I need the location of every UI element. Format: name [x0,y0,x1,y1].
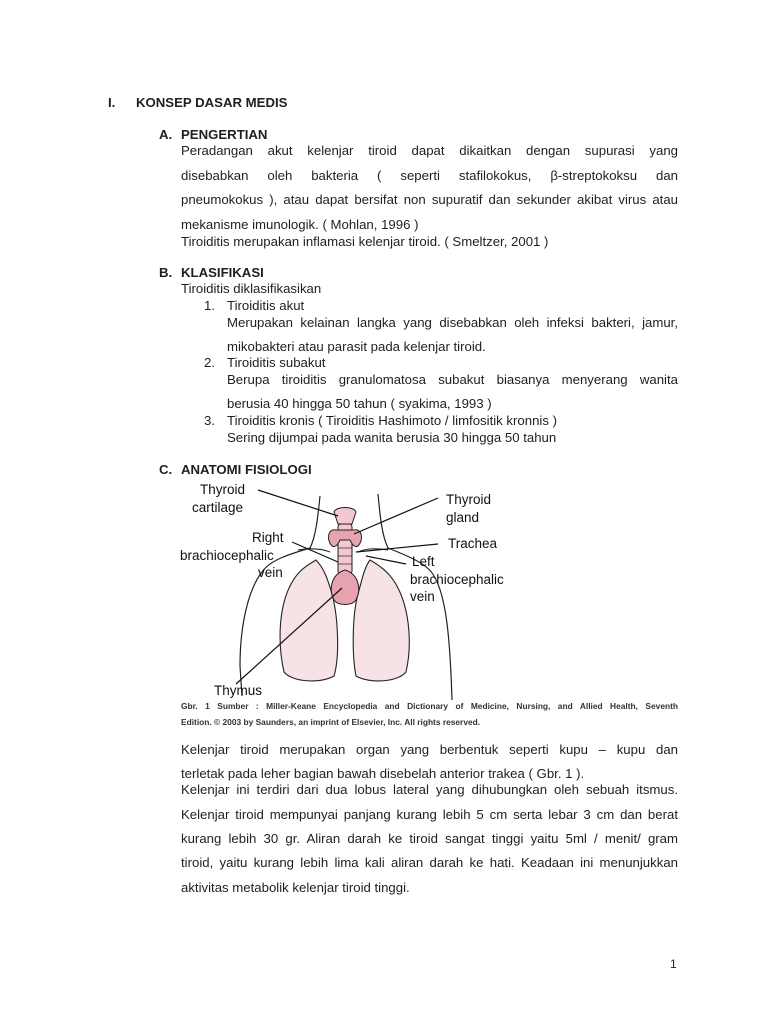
label-trachea: Trachea [448,536,498,551]
pengertian-line-2: disebabkan oleh bakteria ( seperti stafilokokus, β-streptokoksu dan [181,168,678,183]
pengertian-line-1: Peradangan akut kelenjar tiroid dapat dikaitkan dengan supurasi yang [181,143,678,158]
label-thyroid-gland: Thyroid [446,492,492,507]
section-title: KONSEP DASAR MEDIS [136,95,288,110]
subsection-title-pengertian: PENGERTIAN [181,127,268,142]
label-thyroid-cartilage: Thyroid [200,482,246,497]
left-lung [353,560,409,681]
anatomi-paragraph-line: Kelenjar tiroid mempunyai panjang kurang lebih 5 cm serta lebar 3 cm dan berat [181,807,678,822]
label-thyroid-cartilage: cartilage [192,500,244,515]
list-item-line: Sering dijumpai pada wanita berusia 30 hingga 50 tahun [227,430,557,445]
subsection-title-anatomi: ANATOMI FISIOLOGI [181,462,312,477]
section-number: I. [108,95,116,110]
list-item-number: 2. [204,355,215,370]
label-left-brachiocephalic-vein: Left [412,554,435,569]
pengertian-line-5: Tiroiditis merupakan inflamasi kelenjar tiroid. ( Smeltzer, 2001 ) [181,234,549,249]
thyroid-anatomy-figure [170,476,520,700]
label-left-brachiocephalic-vein: vein [410,589,435,604]
pengertian-line-3: pneumokokus ), atau dapat bersifat non supuratif dan sekunder akibat virus atau [181,192,678,207]
anatomi-paragraph-line: tiroid, yaitu kurang lebih lima kali aliran darah ke hati. Keadaan ini menunjukkan [181,855,678,870]
anatomi-paragraph-line: aktivitas metabolik kelenjar tiroid tinggi. [181,880,410,895]
list-item-line: mikobakteri atau parasit pada kelenjar tiroid. [227,339,486,354]
thymus [331,570,358,605]
subsection-title-klasifikasi: KLASIFIKASI [181,265,264,280]
list-item-line: Berupa tiroiditis granulomatosa subakut biasanya menyerang wanita [227,372,678,387]
figure-caption-line: Gbr. 1 Sumber : Miller-Keane Encyclopedia and Dictionary of Medicine, Nursing, and Allied Health, Seventh [181,701,678,711]
page-number: 1 [670,957,677,971]
anatomi-paragraph-line: terletak pada leher bagian bawah disebelah anterior trakea ( Gbr. 1 ). [181,766,585,781]
subsection-letter-a: A. [159,127,173,142]
klasifikasi-intro: Tiroiditis diklasifikasikan [181,281,322,296]
list-item-number: 1. [204,298,215,313]
anatomi-paragraph-line: Kelenjar ini terdiri dari dua lobus lateral yang dihubungkan oleh sebuah itsmus. [181,782,678,797]
label-thyroid-gland: gland [446,510,480,525]
subsection-letter-b: B. [159,265,173,280]
anatomi-paragraph-line: Kelenjar tiroid merupakan organ yang berbentuk seperti kupu – kupu dan [181,742,678,757]
label-thymus: Thymus [214,683,263,698]
anatomi-paragraph-line: kurang lebih 30 gr. Aliran darah ke tiroid sangat tinggi yaitu 5ml / menit/ gram [181,831,678,846]
list-item-title: Tiroiditis kronis ( Tiroiditis Hashimoto / limfositik kronnis ) [227,413,558,428]
subsection-letter-c: C. [159,462,173,477]
list-item-title: Tiroiditis subakut [227,355,326,370]
list-item-line: Merupakan kelainan langka yang disebabkan oleh infeksi bakteri, jamur, [227,315,678,330]
label-right-brachiocephalic-vein: brachiocephalic [180,548,274,563]
list-item-line: berusia 40 hingga 50 tahun ( syakima, 1993 ) [227,396,492,411]
right-lung [280,560,338,681]
pengertian-line-4: mekanisme imunologik. ( Mohlan, 1996 ) [181,217,419,232]
label-left-brachiocephalic-vein: brachiocephalic [410,572,504,587]
label-right-brachiocephalic-vein: Right [252,530,284,545]
label-right-brachiocephalic-vein: vein [258,565,283,580]
list-item-number: 3. [204,413,215,428]
figure-caption-line: Edition. © 2003 by Saunders, an imprint of Elsevier, Inc. All rights reserved. [181,717,481,727]
list-item-title: Tiroiditis akut [227,298,305,313]
